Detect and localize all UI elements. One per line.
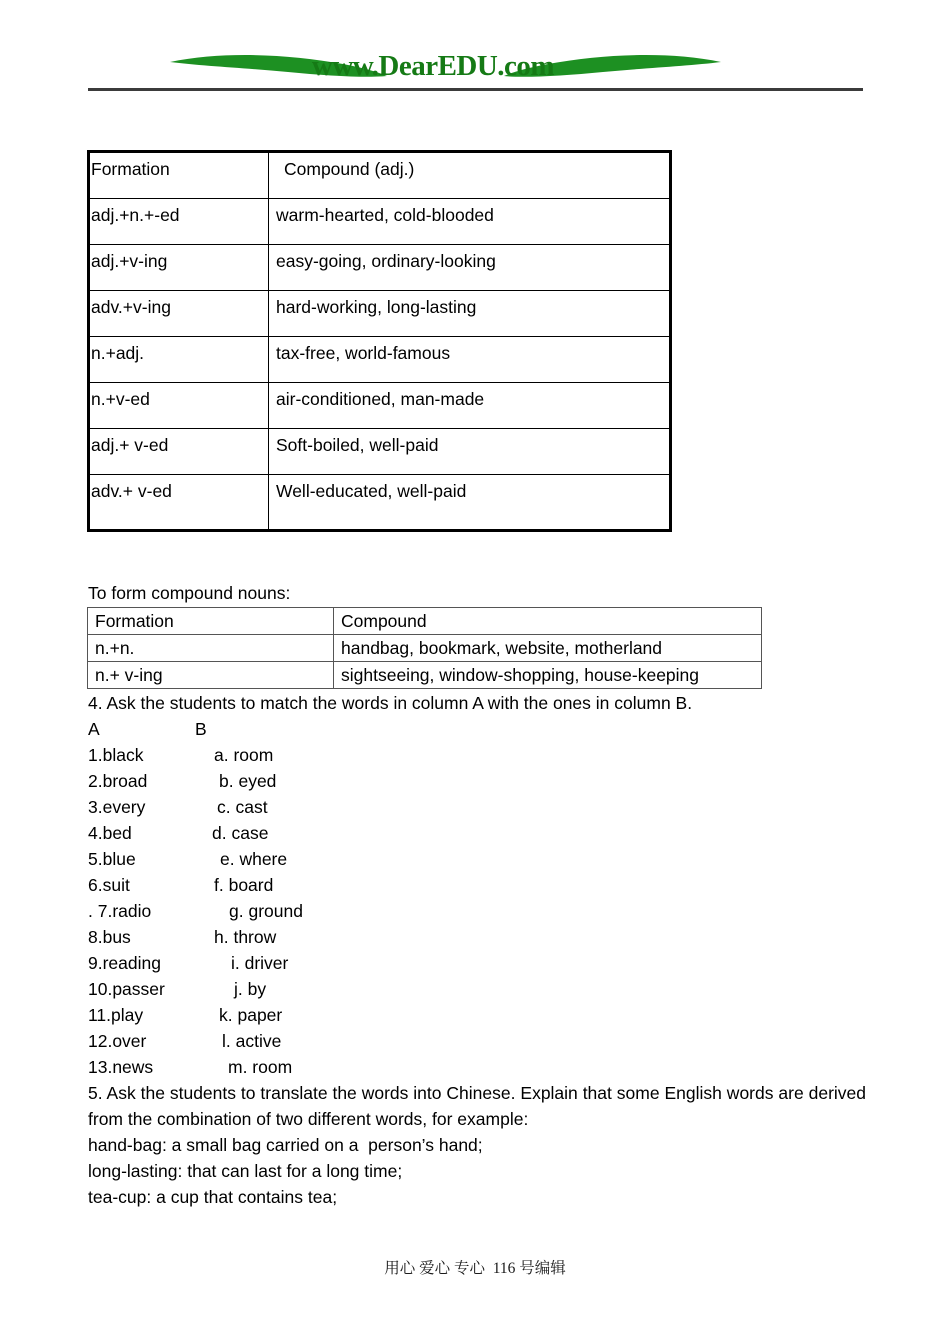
table-header-row <box>88 608 762 635</box>
word-a: 3.every <box>88 797 146 817</box>
word-b: l. active <box>222 1031 282 1051</box>
word-a: 2.broad <box>88 771 148 791</box>
word-a: 13.news <box>88 1057 154 1077</box>
list-item <box>88 976 548 1002</box>
page-header <box>0 0 950 104</box>
matching-list <box>88 716 548 1080</box>
word-a: 6.suit <box>88 875 130 895</box>
table-row <box>89 199 671 245</box>
translate-instruction: 5. Ask the students to translate the words into Chinese. Explain that some English words are derived from the combination of two different words, for example: <box>88 1083 866 1129</box>
word-a: 4.bed <box>88 823 132 843</box>
column-header-formation: Formation <box>89 152 269 199</box>
site-logo <box>88 48 778 90</box>
list-item <box>88 950 548 976</box>
table-row <box>88 662 762 689</box>
formation-cell: adv.+v-ing <box>89 291 269 337</box>
compound-cell: Soft-boiled, well-paid <box>269 429 671 475</box>
formation-cell: n.+ v-ing <box>88 662 334 689</box>
column-b-label: B <box>195 719 207 739</box>
site-logo-text: www.DearEDU.com <box>311 50 555 82</box>
list-item <box>88 820 548 846</box>
word-b: f. board <box>214 875 274 895</box>
word-a: . 7.radio <box>88 901 152 921</box>
word-b: j. by <box>234 979 267 999</box>
list-item <box>88 898 548 924</box>
word-a: 12.over <box>88 1031 147 1051</box>
table-row <box>88 635 762 662</box>
word-a: 10.passer <box>88 979 165 999</box>
word-a: 1.black <box>88 745 144 765</box>
table-row <box>89 291 671 337</box>
column-header-formation: Formation <box>88 608 334 635</box>
list-item <box>88 924 548 950</box>
compound-cell: tax-free, world-famous <box>269 337 671 383</box>
compound-noun-caption: To form compound nouns: <box>88 583 291 603</box>
list-item <box>88 794 548 820</box>
word-b: b. eyed <box>219 771 277 791</box>
formation-cell: n.+n. <box>88 635 334 662</box>
word-a: 8.bus <box>88 927 131 947</box>
formation-cell: n.+adj. <box>89 337 269 383</box>
example-line: hand-bag: a small bag carried on a person’s hand; <box>88 1135 483 1155</box>
formation-cell: adv.+ v-ed <box>89 475 269 531</box>
compound-cell: air-conditioned, man-made <box>269 383 671 429</box>
word-b: h. throw <box>214 927 277 947</box>
word-b: a. room <box>214 745 274 765</box>
word-b: d. case <box>212 823 269 843</box>
example-line: long-lasting: that can last for a long time; <box>88 1161 403 1181</box>
list-item <box>88 768 548 794</box>
column-a-label: A <box>88 719 100 739</box>
column-header-compound: Compound (adj.) <box>269 152 671 199</box>
list-item <box>88 846 548 872</box>
table-row <box>89 245 671 291</box>
compound-cell: handbag, bookmark, website, motherland <box>334 635 762 662</box>
table-row <box>89 475 671 531</box>
list-item <box>88 1002 548 1028</box>
matching-instruction: 4. Ask the students to match the words in column A with the ones in column B. <box>88 693 693 713</box>
word-a: 11.play <box>88 1005 144 1025</box>
formation-cell: adj.+v-ing <box>89 245 269 291</box>
list-item <box>88 742 548 768</box>
example-line: tea-cup: a cup that contains tea; <box>88 1187 338 1207</box>
compound-adjective-table <box>87 150 672 532</box>
compound-cell: Well-educated, well-paid <box>269 475 671 531</box>
list-item <box>88 872 548 898</box>
header-divider <box>88 88 863 91</box>
table-row <box>89 383 671 429</box>
formation-cell: n.+v-ed <box>89 383 269 429</box>
matching-column-labels <box>88 716 548 742</box>
compound-cell: sightseeing, window-shopping, house-keeping <box>334 662 762 689</box>
list-item <box>88 1028 548 1054</box>
word-a: 9.reading <box>88 953 161 973</box>
table-header-row <box>89 152 671 199</box>
page-footer: 用心 爱心 专心 116 号编辑 <box>384 1260 566 1277</box>
word-a: 5.blue <box>88 849 136 869</box>
compound-noun-table <box>87 607 762 689</box>
list-item <box>88 1054 548 1080</box>
word-b: k. paper <box>219 1005 283 1025</box>
word-b: e. where <box>220 849 288 869</box>
word-b: i. driver <box>231 953 289 973</box>
closing-block <box>88 1080 866 1210</box>
compound-cell: hard-working, long-lasting <box>269 291 671 337</box>
formation-cell: adj.+n.+-ed <box>89 199 269 245</box>
compound-cell: warm-hearted, cold-blooded <box>269 199 671 245</box>
word-b: m. room <box>228 1057 293 1077</box>
compound-cell: easy-going, ordinary-looking <box>269 245 671 291</box>
formation-cell: adj.+ v-ed <box>89 429 269 475</box>
table-row <box>89 429 671 475</box>
column-header-compound: Compound <box>334 608 762 635</box>
table-row <box>89 337 671 383</box>
word-b: g. ground <box>229 901 303 921</box>
word-b: c. cast <box>217 797 268 817</box>
